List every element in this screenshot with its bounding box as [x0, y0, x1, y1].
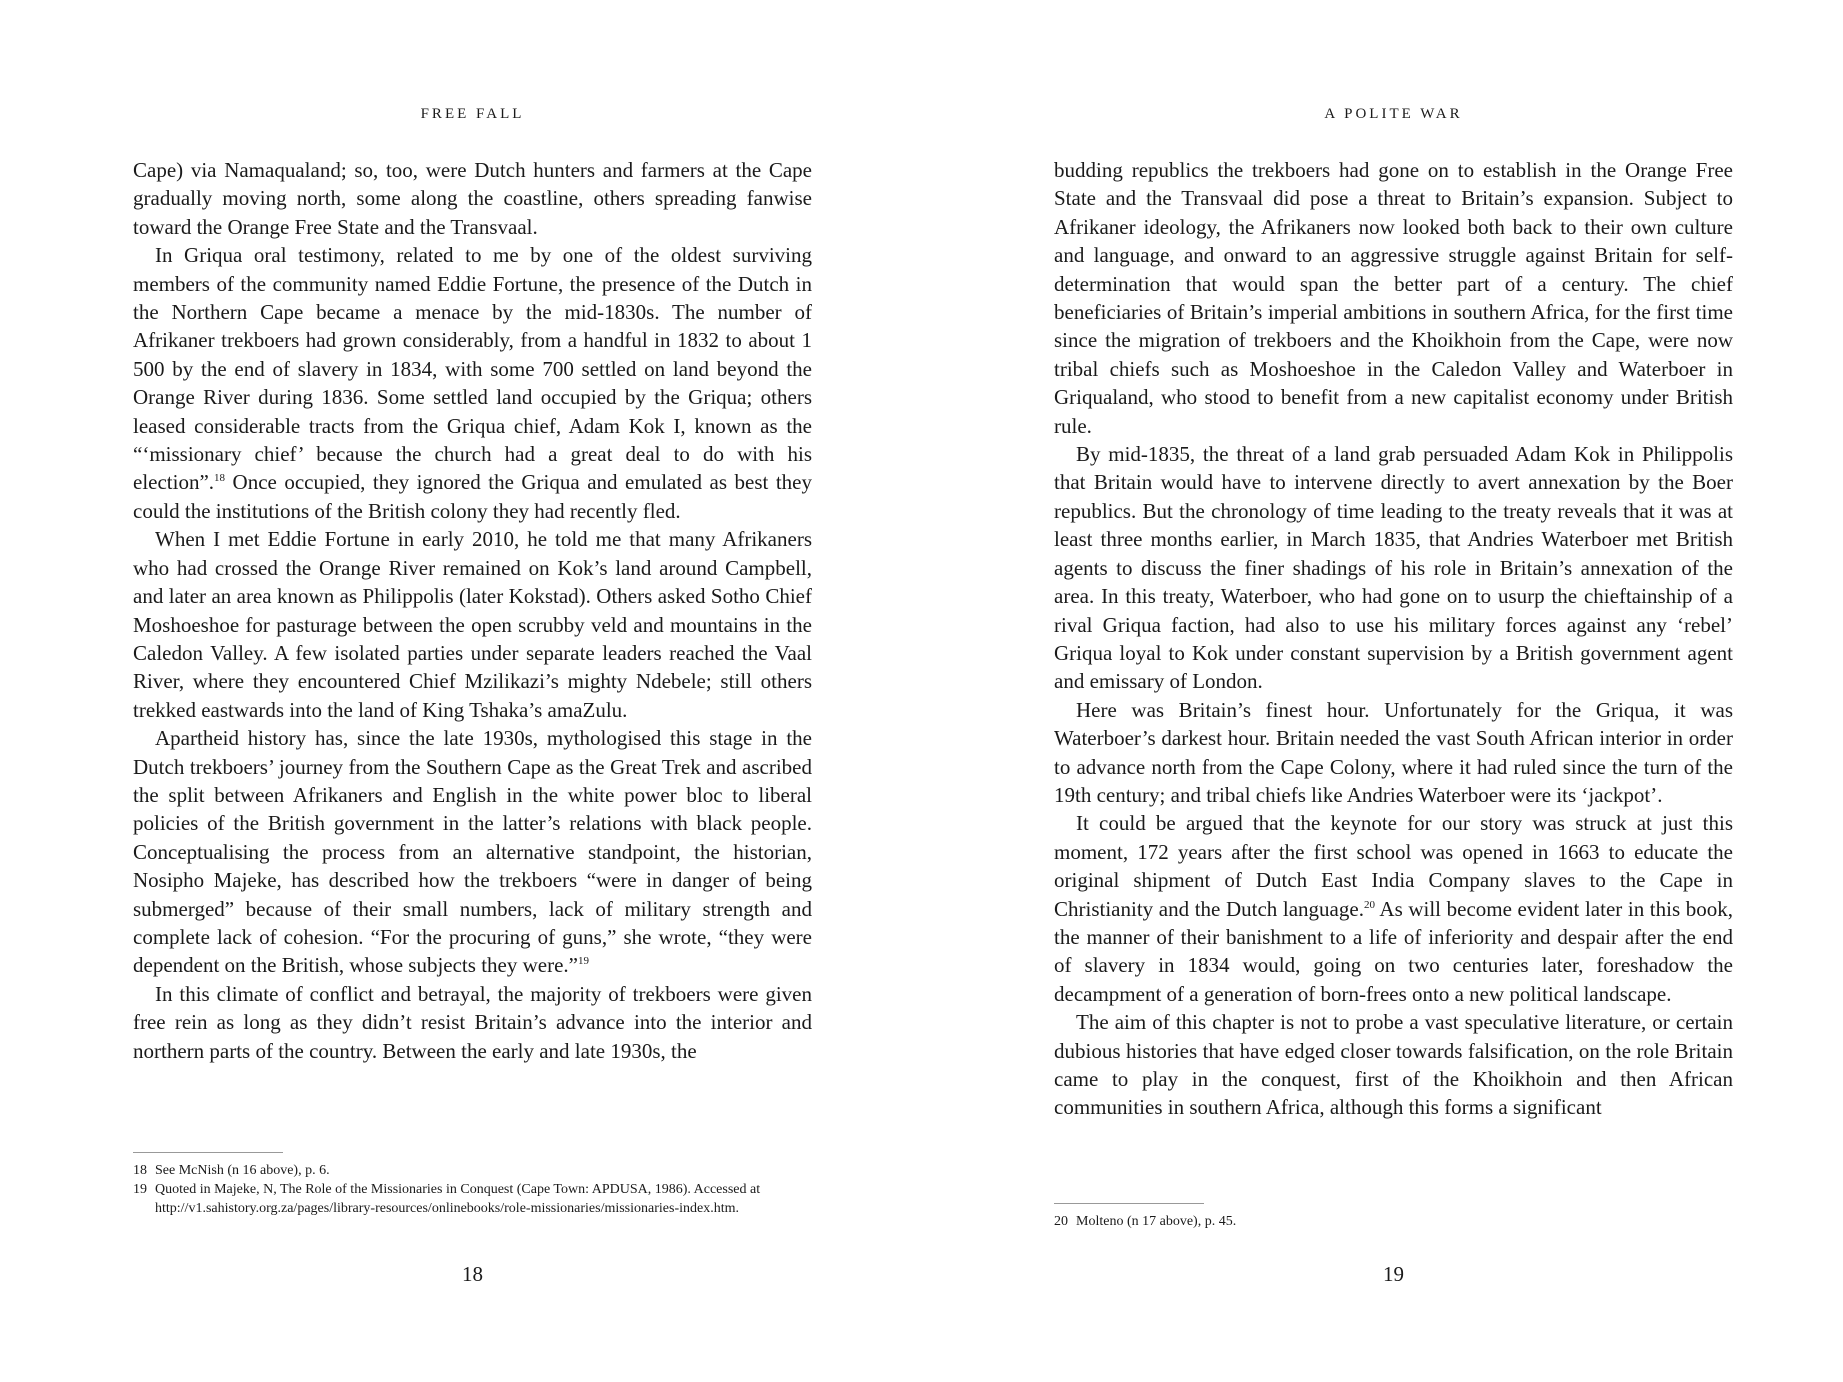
paragraph: Apartheid history has, since the late 1930s, mythologised this stage in the Dutch trekboers’ journey from the Southern Cape as the Great Trek and ascribed the split between Afrikaners and English in the white power bloc to liberal policies of the British government in the latter’s relations with black people. Conceptualising the process from an alternative standpoint, the historian, Nosipho Majeke, has described how the trekboers “were in danger of being submerged” because of their small numbers, lack of military strength and complete lack of cohesion. “For the procuring of guns,” she wrote, “they were dependent on the British, whose subjects they were.”$^{19}$	[133, 726, 812, 978]
footnote-ref[interactable]: 19	[577, 955, 589, 968]
footnote-rule	[133, 1152, 283, 1153]
footnotes	[133, 1152, 812, 1218]
page-number: 18	[462, 1262, 483, 1286]
footnote: 19 Quoted in Majeke, N, The Role of the Missionaries in Conquest (Cape Town: APDUSA, 1986). Accessed at http://v1.sahistory.org.za/pages/library-resources/onlinebooks/role-missionaries/missionaries-index.htm.	[133, 1182, 761, 1216]
paragraph: In this climate of conflict and betrayal, the majority of trekboers were given free rein as long as they didn’t resist Britain’s advance into the interior and northern parts of the country. Between the early and late 1930s, the	[133, 981, 812, 1063]
left-page	[0, 0, 900, 1382]
page-number: 19	[1383, 1262, 1404, 1286]
footnote-ref[interactable]: 20	[1363, 898, 1375, 911]
running-head: A POLITE WAR	[1324, 106, 1463, 122]
paragraph: Cape) via Namaqualand; so, too, were Dutch hunters and farmers at the Cape gradually moving north, some along the coastline, others spreading fanwise toward the Orange Free State and the Transvaal.	[133, 158, 812, 239]
body-text	[133, 156, 812, 1065]
running-head: FREE FALL	[420, 106, 525, 122]
body-text	[1054, 156, 1733, 1122]
footnote: 20 Molteno (n 17 above), p. 45.	[1054, 1214, 1237, 1229]
paragraph: Here was Britain’s finest hour. Unfortunately for the Griqua, it was Waterboer’s darkest hour. Britain needed the vast South African interior in order to advance north from the Cape Colony, where it had ruled since the turn of the 19th century; and tribal chiefs like Andries Waterboer were its ‘jackpot’.	[1054, 697, 1733, 807]
paragraph: In Griqua oral testimony, related to me by one of the oldest surviving members of the community named Eddie Fortune, the presence of the Dutch in the Northern Cape became a menace by the mid-1830s. The number of Afrikaner trekboers had grown considerably, from a handful in 1832 to about 1 500 by the end of slavery in 1834, with some 700 settled on land beyond the Orange River during 1836. Some settled land occupied by the Griqua; others leased considerable tracts from the Griqua chief, Adam Kok I, known as the “‘missionary chief’ because the church had a great deal to do with his election”.$^{18}$ Once occupied, they ignored the Griqua and emulated as best they could the institutions of the British colony they had recently fled.	[133, 243, 812, 523]
footnote: 18 See McNish (n 16 above), p. 6.	[133, 1163, 330, 1178]
footnote-rule	[1054, 1203, 1204, 1204]
paragraph: When I met Eddie Fortune in early 2010, he told me that many Afrikaners who had crossed the Orange River remained on Kok’s land around Campbell, and later an area known as Philippolis (later Kokstad). Others asked Sotho Chief Moshoeshoe for pasturage between the open scrubby veld and mountains in the Caledon Valley. A few isolated parties under separate leaders reached the Vaal River, where they encountered Chief Mzilikazi’s mighty Ndebele; still others trekked eastwards into the land of King Tshaka’s amaZulu.	[133, 527, 812, 722]
footnote-ref[interactable]: 18	[214, 472, 226, 485]
right-page	[921, 0, 1821, 1382]
paragraph: It could be argued that the keynote for our story was struck at just this moment, 172 years after the first school was opened in 1663 to educate the original shipment of Dutch East India Company slaves to the Cape in Christianity and the Dutch language.$^{20}$ As will become evident later in this book, the manner of their banishment to a life of inferiority and despair after the end of slavery in 1834 would, going on two centuries later, foreshadow the decampment of a generation of born-frees onto a new political landscape.	[1054, 811, 1734, 1006]
paragraph: budding republics the trekboers had gone on to establish in the Orange Free State and the Transvaal did pose a threat to Britain’s expansion. Subject to Afrikaner ideology, the Afrikaners now looked both back to their own culture and language, and onward to an aggressive struggle against Britain for self-determination that would span the better part of a century. The chief beneficiaries of Britain’s imperial ambitions in southern Africa, for the first time since the migration of trekboers and the Khoikhoin from the Cape, were now tribal chiefs such as Moshoeshoe in the Caledon Valley and Waterboer in Griqualand, who stood to benefit from a new capitalist economy under British rule.	[1054, 158, 1733, 438]
footnotes	[1054, 1203, 1733, 1231]
paragraph: By mid-1835, the threat of a land grab persuaded Adam Kok in Philippolis that Britain would have to intervene directly to avert annexation by the Boer republics. But the chronology of time leading to the treaty reveals that it was at least three months earlier, in March 1835, that Andries Waterboer met British agents to discuss the finer shadings of his role in Britain’s annexation of the area. In this treaty, Waterboer, who had gone on to usurp the chieftainship of a rival Griqua faction, had also to use his military forces against any ‘rebel’ Griqua loyal to Kok under constant supervision by a British government agent and emissary of London.	[1054, 442, 1733, 694]
paragraph: The aim of this chapter is not to probe a vast speculative literature, or certain dubious histories that have edged closer towards falsification, on the role Britain came to play in the conquest, first of the Khoikhoin and then African communities in southern Africa, although this forms a significant	[1054, 1010, 1733, 1120]
